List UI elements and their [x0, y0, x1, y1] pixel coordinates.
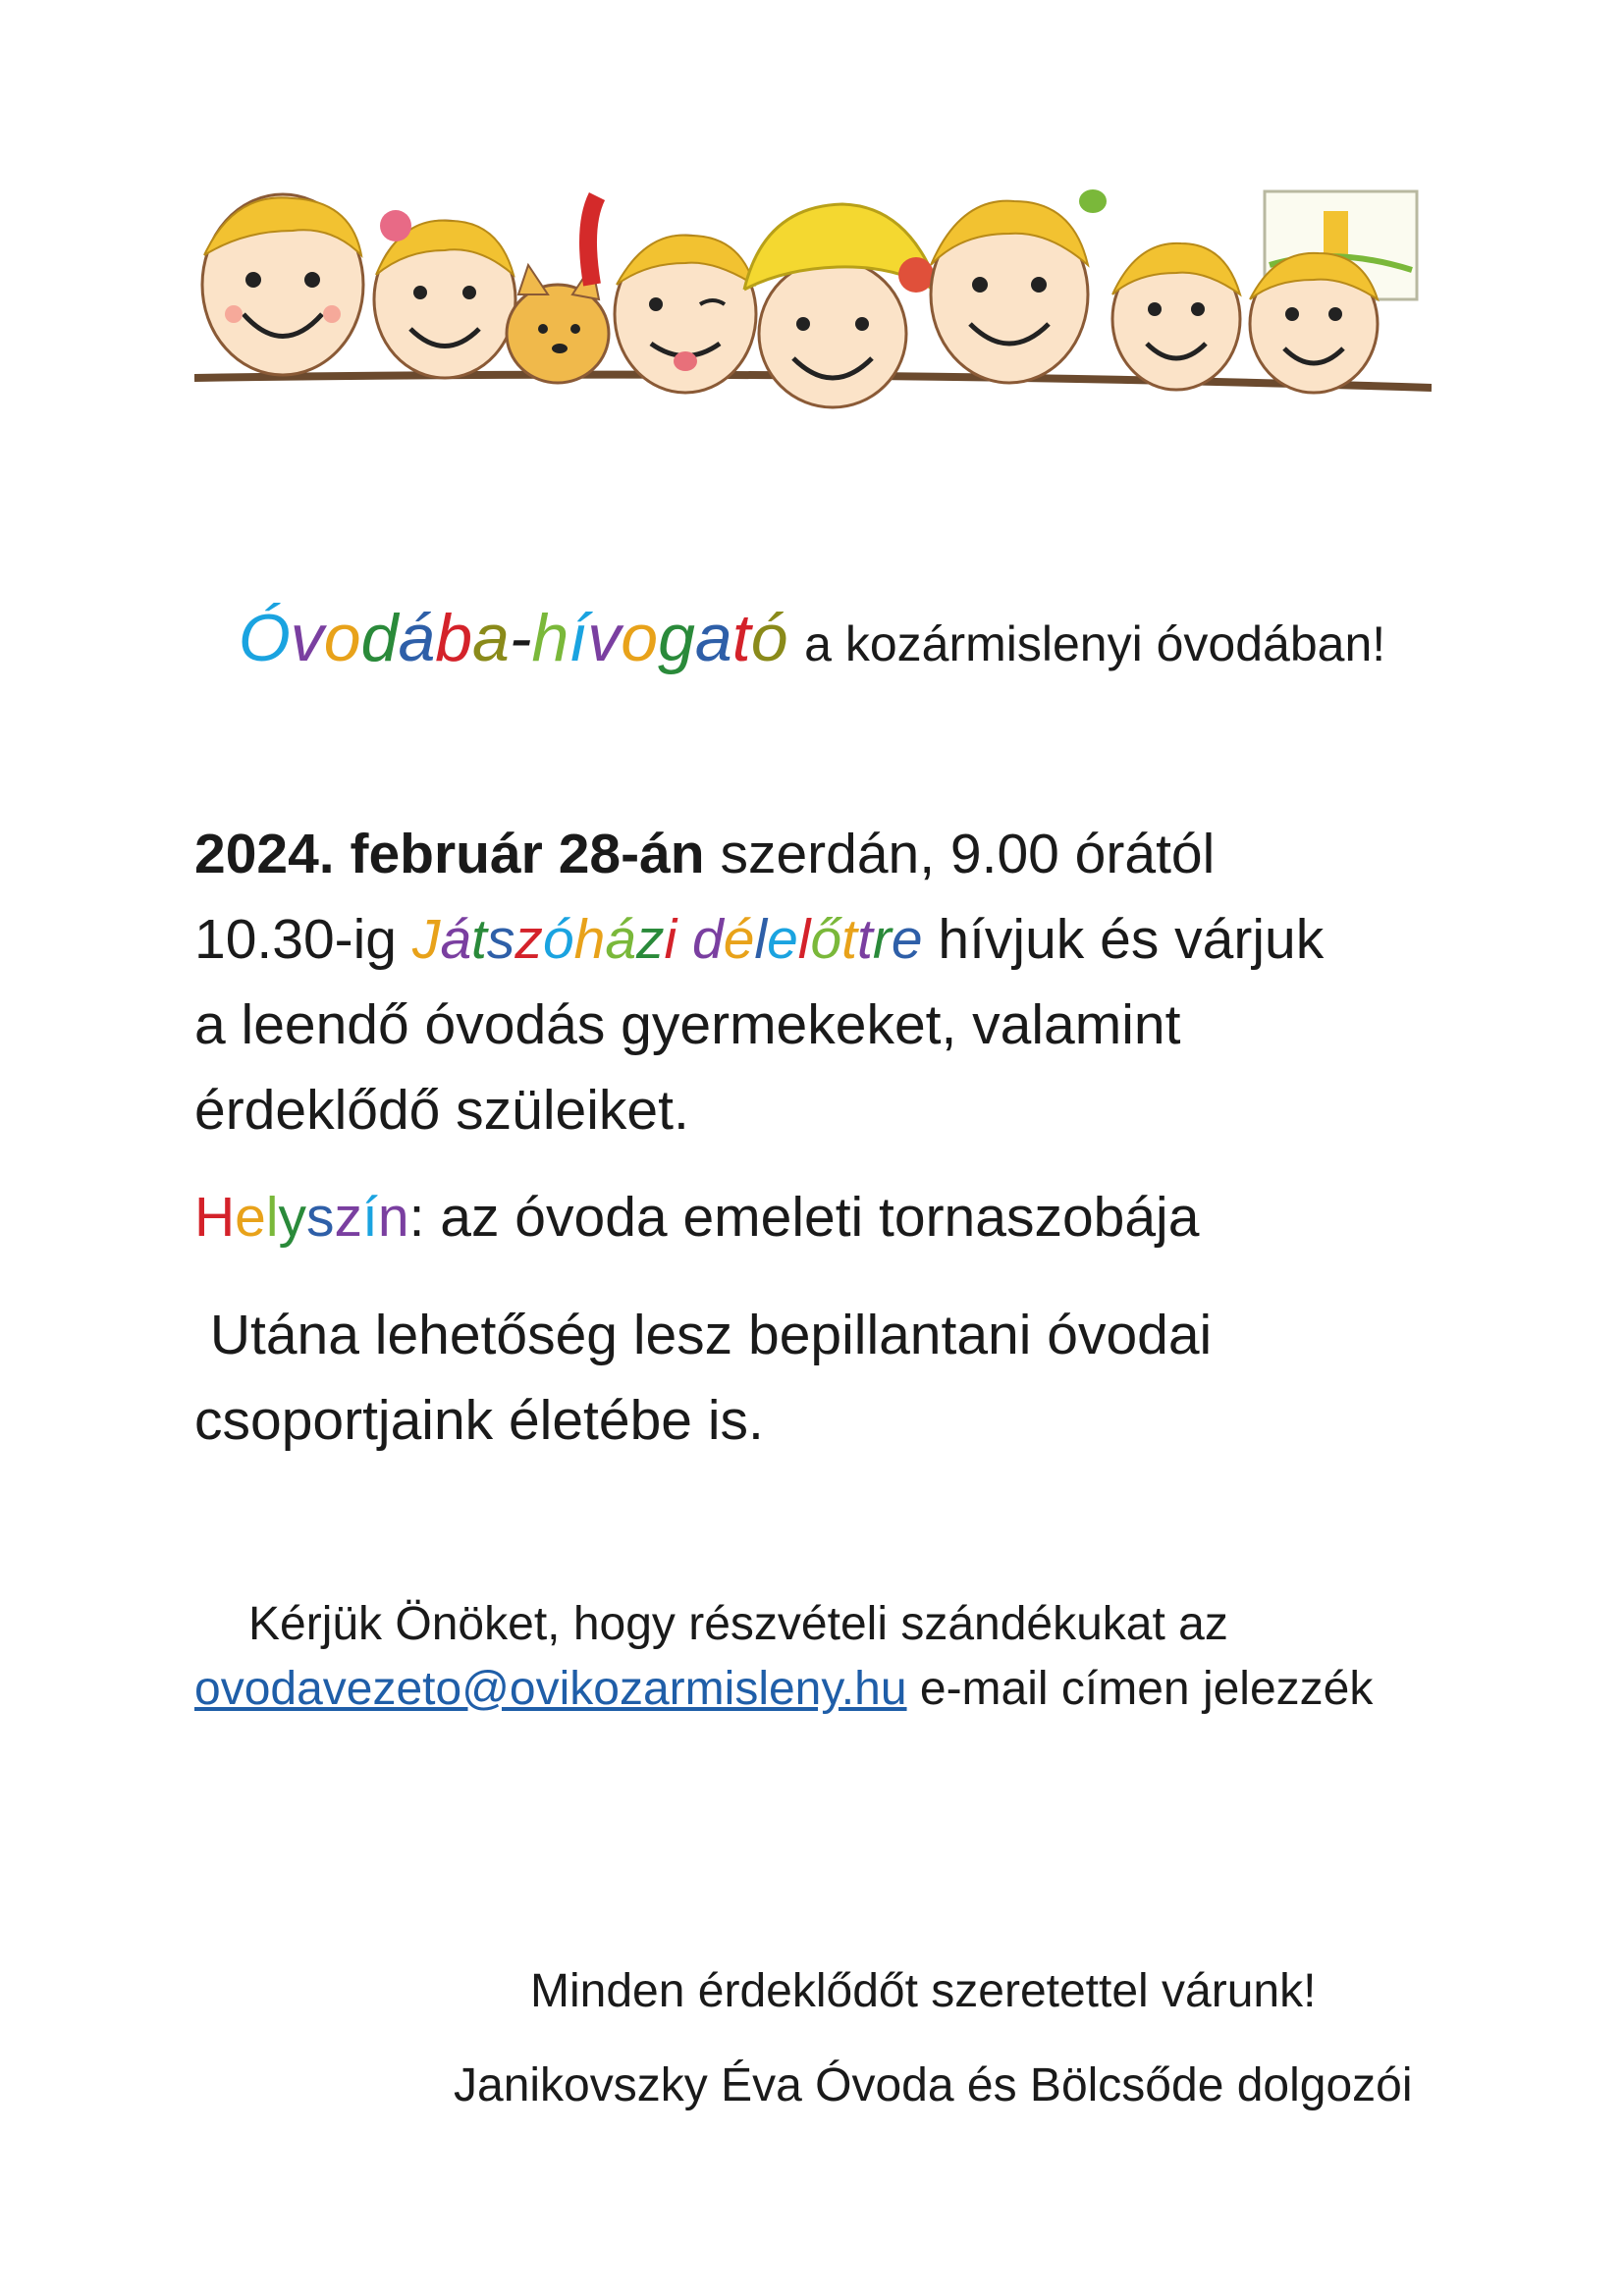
child-face-1: [202, 194, 363, 375]
event-invite-text: hívjuk és várjuk: [938, 908, 1325, 971]
closing-greeting: Minden érdeklődőt szeretettel várunk!: [530, 1965, 1317, 2017]
location-line: [194, 1175, 1471, 1260]
contact-paragraph: [194, 1592, 1490, 1722]
location-label: Helyszín: [194, 1186, 409, 1249]
contact-email-link[interactable]: ovodavezeto@ovikozarmisleny.hu: [194, 1663, 907, 1715]
child-face-5: [931, 201, 1088, 383]
event-audience-text: a leendő óvodás gyermekeket, valamint: [194, 993, 1181, 1056]
contact-email-suffix: e-mail címen jelezzék: [906, 1663, 1374, 1715]
after-line-1: Utána lehetőség lesz bepillantani óvodai: [194, 1304, 1213, 1366]
title-rainbow-text: Óvodába-hívogató: [238, 601, 788, 675]
location-value: : az óvoda emeleti tornaszobája: [408, 1186, 1200, 1249]
child-face-2: [374, 210, 515, 378]
event-paragraph: [194, 812, 1471, 1153]
child-face-3: [615, 236, 756, 393]
child-face-6: [1112, 243, 1240, 390]
child-face-7: [1250, 253, 1378, 393]
after-paragraph: [194, 1293, 1471, 1464]
invitation-title: [0, 599, 1624, 683]
children-banner-illustration: [194, 187, 1432, 432]
after-line-2: csoportjaink életébe is.: [194, 1389, 764, 1452]
event-parents-text: érdeklődő szüleiket.: [194, 1079, 689, 1142]
closing-signature: Janikovszky Éva Óvoda és Bölcsőde dolgozói: [454, 2059, 1413, 2111]
event-date: 2024. február 28-án: [194, 823, 705, 885]
event-time-end: 10.30-ig: [194, 908, 397, 971]
title-rest: a kozármislenyi óvodában!: [804, 616, 1386, 671]
event-time-start: szerdán, 9.00 órától: [720, 823, 1216, 885]
event-name-rainbow: Játszóházi délelőttre: [411, 908, 923, 971]
contact-request: Kérjük Önöket, hogy részvételi szándékukat az: [248, 1598, 1228, 1650]
